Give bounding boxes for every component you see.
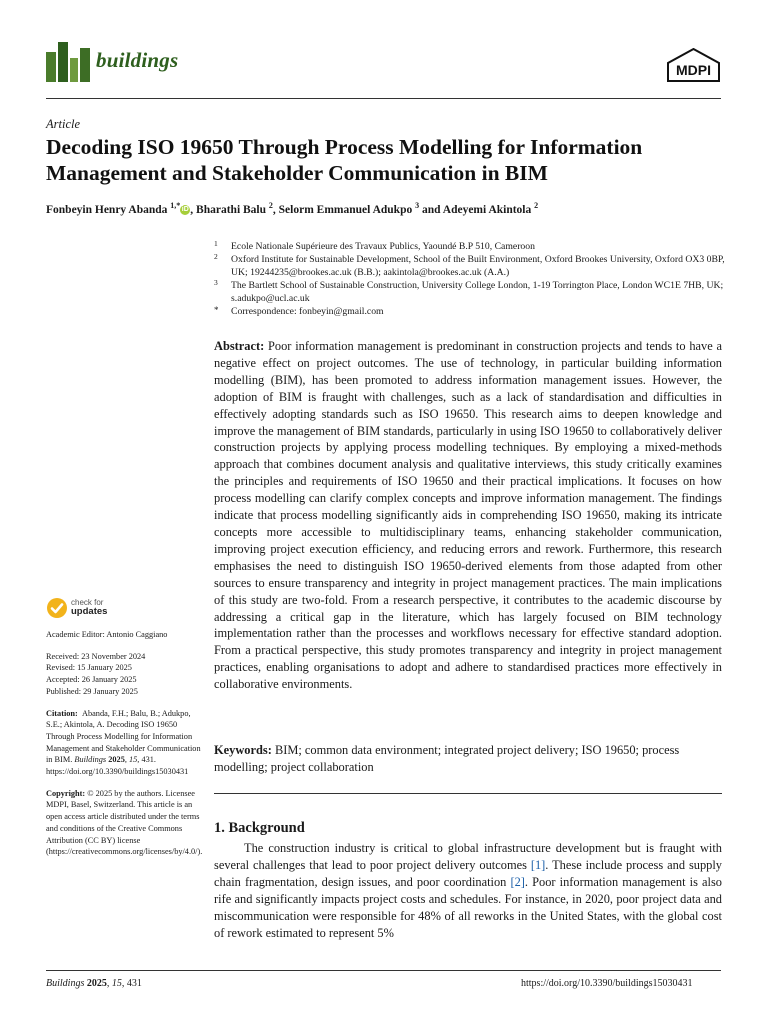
author-affiliation-mark: 2 bbox=[268, 201, 273, 210]
journal-logo bbox=[46, 42, 90, 82]
affiliation-item bbox=[214, 279, 726, 305]
date-accepted: Accepted: 26 January 2025 bbox=[46, 675, 137, 685]
citation-doi[interactable]: , 431. https://doi.org/10.3390/buildings15030431 bbox=[46, 755, 189, 777]
paragraph-text: . Poor information management is also rife and significantly impacts project costs and schedules. For instance, in 2020, poor project data and miscommunication were responsible for 48% of all reworks in the United States, with the global cost of rework estimated to represent 5% bbox=[214, 875, 722, 940]
copyright-block bbox=[46, 788, 206, 858]
check-updates-icon bbox=[46, 597, 68, 619]
citation-block: Citation: Abanda, F.H.; Balu, B.; Adukpo, S.E.; Akintola, A. Decoding ISO 19650 Through Process Modelling for Information Management and Stakeholder Communication in BIM. Buildings 2025, 15, 431. https://doi.org/10.3390/buildings15030431 bbox=[46, 708, 201, 777]
date-revised: Revised: 15 January 2025 bbox=[46, 663, 132, 673]
affiliation-mark: 1 bbox=[214, 239, 218, 248]
citation-link[interactable]: [2] bbox=[510, 875, 525, 889]
author-affiliation-mark: 3 bbox=[415, 201, 420, 210]
article-sidebar bbox=[46, 629, 206, 858]
abstract-label: Abstract: bbox=[214, 339, 265, 353]
footer-citation: Buildings 2025, 15, 431 bbox=[46, 978, 142, 989]
journal-name: buildings bbox=[96, 48, 179, 72]
keywords bbox=[214, 742, 722, 776]
badge-line: updates bbox=[71, 606, 108, 617]
paragraph-text: The construction industry is critical to global infrastructure development but is fraught with several challenges that lead to poor project delivery outcomes bbox=[214, 841, 722, 872]
footer-article-number: , 431 bbox=[121, 978, 142, 989]
publisher-name: MDPI bbox=[676, 62, 711, 78]
affiliation-text: The Bartlett School of Sustainable Construction, University College London, 1-19 Torrington Place, London WC1E 7HB, UK; s.adukpo@ucl.ac.uk bbox=[231, 280, 724, 304]
affiliation-text: Oxford Institute for Sustainable Development, School of the Built Environment, Oxford Brookes University, Oxford OX3 0BP, UK; 19244235@brookes.ac.uk (B.B.); aakintola@brookes.ac.uk (A.A.) bbox=[231, 254, 725, 278]
orcid-icon[interactable]: iD bbox=[181, 205, 189, 213]
citation-text: Abanda, F.H.; Balu, B.; Adukpo, S.E.; Akintola, A. Decoding ISO 19650 Through Process Modelling for Information Management and Stakeholder Communication in BIM. bbox=[46, 708, 201, 765]
citation-volume: 15 bbox=[129, 755, 138, 765]
date-received: Received: 23 November 2024 bbox=[46, 651, 146, 661]
author-name[interactable]: Fonbeyin Henry Abanda bbox=[46, 203, 168, 216]
section-divider bbox=[214, 793, 722, 794]
author-name[interactable]: Adeyemi Akintola bbox=[442, 203, 532, 216]
affiliation-mark: 3 bbox=[214, 278, 218, 287]
abstract bbox=[214, 338, 722, 693]
author-affiliation-mark: 1,* bbox=[170, 201, 181, 210]
affiliation-item bbox=[214, 305, 726, 318]
footer-divider bbox=[46, 970, 721, 971]
check-updates-text bbox=[71, 598, 107, 616]
keywords-label: Keywords: bbox=[214, 743, 272, 757]
citation-link[interactable]: [1] bbox=[530, 858, 546, 872]
copyright-label: Copyright: bbox=[46, 788, 86, 798]
citation-year: 2025 bbox=[108, 755, 125, 765]
author-name[interactable]: Bharathi Balu bbox=[196, 203, 267, 216]
badge-line: check for bbox=[71, 598, 104, 607]
citation-journal: Buildings bbox=[74, 755, 107, 765]
abstract-text: Poor information management is predominant in construction projects and tends to have a negative effect on project outcomes. The use of technology, in particular building information modelling (BIM), has been promoted to address information management issues. However, the adoption of BIM is fraught with challenges, such as a lack of standardisation and difficulties in effectively adopting standards such as ISO 19650. This research aims to deepen knowledge and improve the management of BIM standards, particularly in using ISO 19650 to collaboratively deliver construction projects by applying process modelling techniques. By employing a mixed-methods approach that combines document analysis and qualitative interviews, this study critically examines the principles and requirements of ISO 19650 and their practical implications. It focuses on how process modelling can clarify complex concepts and improve information management. The findings indicate that process modelling significantly aids in comprehending ISO 19650, making its intricate concepts more accessible to multidisciplinary teams, enhancing stakeholder communication, improving project execution efficiency, and reducing errors and rework. Furthermore, this research emphasises the need to distinguish ISO 19650-derived elements from those adapted from other sources to ensure transparency and integrity in project management practices. The main implications of this study are two-fold. From a research perspective, it contributes to the academic discourse by addressing a critical gap in the literature, which has largely focused on BIM technology implementation rather than the processes and workflows necessary for effective standard adoption. From a practical perspective, this study promotes transparency and integrity in project management practices, enabling organisations to adopt and adhere to standardised practices more effectively in collaborative environments. bbox=[214, 339, 722, 692]
article-type: Article bbox=[46, 117, 81, 131]
footer-year: 2025 bbox=[86, 978, 107, 989]
footer-journal: Buildings bbox=[46, 978, 85, 989]
affiliation-text: Ecole Nationale Supérieure des Travaux Publics, Yaoundé B.P 510, Cameroon bbox=[231, 241, 535, 252]
keywords-text: BIM; common data environment; integrated project delivery; ISO 19650; process modelling; project collaboration bbox=[214, 743, 680, 774]
footer-volume: 15 bbox=[111, 978, 122, 989]
article-title: Decoding ISO 19650 Through Process Modelling for Information Management and Stakeholder Communication in BIM bbox=[46, 135, 643, 185]
date-published: Published: 29 January 2025 bbox=[46, 686, 138, 696]
publisher-logo bbox=[666, 48, 721, 82]
author-conjunction: and bbox=[421, 203, 441, 216]
paragraph-text: . These include process and supply chain fragmentation, design issues, and poor coordination bbox=[214, 858, 722, 889]
copyright-text: © 2025 by the authors. Licensee MDPI, Basel, Switzerland. This article is an open access article distributed under the terms and conditions of the Creative Commons Attribution (CC BY) license (https://creativecommons.org/licenses/by/4.0/). bbox=[46, 788, 203, 857]
author-affiliation-mark: 2 bbox=[534, 201, 539, 210]
section-heading: 1. Background bbox=[214, 820, 305, 836]
section-paragraph bbox=[214, 840, 722, 942]
affiliation-list bbox=[214, 240, 726, 318]
citation-label: Citation: bbox=[46, 708, 78, 718]
footer-doi-link[interactable]: https://doi.org/10.3390/buildings15030431 bbox=[521, 978, 693, 989]
affiliation-item bbox=[214, 240, 726, 253]
correspondence-text[interactable]: Correspondence: fonbeyin@gmail.com bbox=[231, 306, 384, 317]
author-name[interactable]: Selorm Emmanuel Adukpo bbox=[278, 203, 413, 216]
check-for-updates-badge[interactable] bbox=[46, 597, 116, 619]
affiliation-mark: * bbox=[214, 305, 219, 315]
affiliation-item bbox=[214, 253, 726, 279]
academic-editor: Academic Editor: Antonio Caggiano bbox=[46, 630, 168, 639]
affiliation-mark: 2 bbox=[214, 252, 218, 261]
author-list: Fonbeyin Henry Abanda $^{1,*}$ iD , Bharathi Balu $^2$, Selorm Emmanuel Adukpo $^3$ and Adeyemi Akintola $^2$ bbox=[46, 201, 539, 216]
header-divider bbox=[46, 98, 721, 99]
